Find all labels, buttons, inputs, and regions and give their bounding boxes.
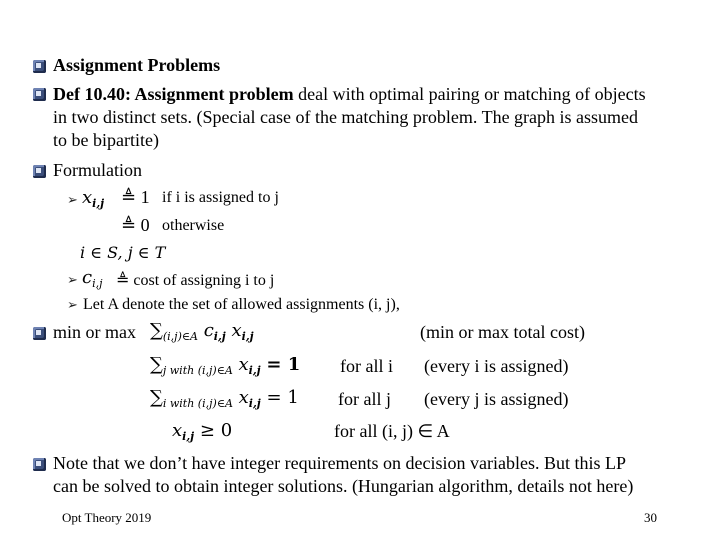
constraint-2-lhs: $\sum_{i with (i,j)\in A}$ $x_{i,j} = 1$ <box>150 387 299 410</box>
arrow-bullet-icon: ➢ <box>67 298 78 313</box>
slide-title: Assignment Problems <box>53 55 221 75</box>
bullet-icon <box>33 458 46 471</box>
page-number: 30 <box>644 510 657 525</box>
bullet-icon <box>33 165 46 178</box>
definition-term: Assignment problem <box>134 84 294 104</box>
bullet-icon <box>33 88 46 101</box>
bullet-icon <box>33 327 46 340</box>
constraint-2-forall: for all j <box>338 389 391 409</box>
allowed-assignments: Let A denote the set of allowed assignments (i, j), <box>83 296 400 313</box>
def-equal-symbol: ≜ 1 <box>121 187 150 207</box>
objective-function: $\sum_{(i,j)\in A}$ $c_{i,j}$ $x_{i,j}$ <box>150 320 254 343</box>
c-variable: $c_{i,j}$ <box>82 267 103 290</box>
note-line-2: can be solved to obtain integer solutions. (Hungarian algorithm, details not here) <box>53 476 634 496</box>
definition-text: deal with optimal pairing or matching of objects <box>293 84 646 104</box>
definition-line-2: in two distinct sets. (Special case of the matching problem. The graph is assumed <box>53 107 639 127</box>
formulation-label: Formulation <box>53 160 142 180</box>
constraint-1-lhs: $\sum_{j with (i,j)\in A}$ $x_{i,j} = 1$ <box>150 354 301 377</box>
arrow-bullet-icon: ➢ <box>67 273 78 288</box>
nonnegativity-rhs: ≥ 0 <box>199 420 233 441</box>
bullet-icon <box>33 60 46 73</box>
definition-prefix: Def 10.40: <box>53 84 135 104</box>
arrow-bullet-icon: ➢ <box>67 193 78 208</box>
x-def-assigned: if i is assigned to j <box>162 189 279 206</box>
def-equal-symbol: ≜ 0 <box>121 215 150 235</box>
lp-label: min or max <box>53 322 136 342</box>
x-def-otherwise: otherwise <box>162 217 225 234</box>
x-variable: $x_{i,j}$ <box>82 187 105 210</box>
constraint-2-rhs: = 1 <box>266 387 299 408</box>
index-domain: i ∈ S, j ∈ T <box>80 243 166 262</box>
constraint-1-forall: for all i <box>340 356 393 376</box>
definition-line-3: to be bipartite) <box>53 130 159 150</box>
nonnegativity-forall: for all (i, j) ∈ A <box>334 421 450 441</box>
cost-text: cost of assigning i to j <box>133 272 275 289</box>
nonnegativity-lhs: $x_{i,j} \ge 0$ <box>172 420 233 443</box>
cost-def: ≜ cost of assigning i to j <box>116 272 275 289</box>
footer-course: Opt Theory 2019 <box>62 510 152 525</box>
note-line-1: Note that we don’t have integer requirements on decision variables. But this LP <box>53 453 627 473</box>
definition-line-1 <box>53 84 646 105</box>
constraint-1-rhs: = 1 <box>266 354 301 375</box>
constraint-1-note: (every i is assigned) <box>424 356 569 376</box>
constraint-2-note: (every j is assigned) <box>424 389 569 409</box>
objective-note: (min or max total cost) <box>420 322 585 342</box>
